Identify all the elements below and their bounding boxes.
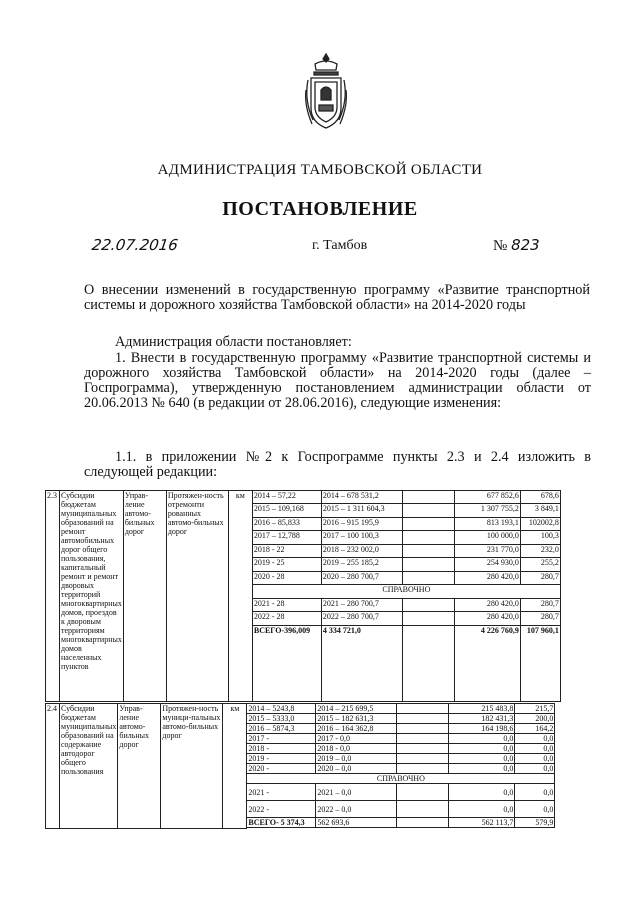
row-local: 0,0 — [515, 801, 555, 818]
row-total: 2022 – 280 700,7 — [321, 611, 402, 625]
row-target: 2016 – 85,833 — [252, 517, 321, 530]
row-target: 2014 – 57,22 — [252, 491, 321, 504]
row-target: 2022 - — [247, 801, 316, 818]
item-unit: км — [228, 491, 252, 702]
document-number-value: 823 — [511, 236, 540, 254]
document-type-title: ПОСТАНОВЛЕНИЕ — [222, 198, 418, 220]
total-target: ВСЕГО- 5 374,3 — [247, 818, 316, 828]
row-target: 2018 - 22 — [252, 544, 321, 557]
row-target: 2015 – 5333,0 — [247, 714, 316, 724]
row-local: 280,7 — [520, 598, 560, 611]
item-indicator: Протяжен-ность муници-пальных автомо-бильных дорог — [161, 704, 223, 829]
row-regional: 182 431,3 — [449, 714, 515, 724]
row-local: 3 849,1 — [520, 504, 560, 517]
row-local: 215,7 — [515, 704, 555, 714]
row-target: 2019 - — [247, 754, 316, 764]
row-target: 2014 – 5243,8 — [247, 704, 316, 714]
row-local: 102002,8 — [520, 517, 560, 530]
total-local: 579,9 — [515, 818, 555, 828]
row-local: 678,6 — [520, 491, 560, 504]
row-local: 0,0 — [515, 784, 555, 801]
row-target: 2017 - — [247, 734, 316, 744]
total-local: 107 960,1 — [520, 625, 560, 701]
item-executor: Управ-ление автомо-бильных дорог — [118, 704, 161, 829]
row-total: 2015 – 1 311 604,3 — [321, 504, 402, 517]
row-regional: 813 193,1 — [454, 517, 520, 530]
document-number — [493, 236, 540, 255]
row-total: 2022 – 0,0 — [316, 801, 397, 818]
document-subject: О внесении изменений в государственную программу «Развитие транспортной системы и дорожного хозяйства Тамбовской области» на 2014-2020 годы — [84, 282, 590, 313]
program-table-2-3 — [45, 490, 561, 702]
row-local: 100,3 — [520, 531, 560, 544]
row-target: 2017 – 12,788 — [252, 531, 321, 544]
row-target: 2022 - 28 — [252, 611, 321, 625]
row-local: 164,2 — [515, 724, 555, 734]
row-total: 2018 - 0,0 — [316, 744, 397, 754]
total-sum: 4 334 721,0 — [321, 625, 402, 701]
row-total: 2020 – 0,0 — [316, 764, 397, 774]
row-regional: 254 930,0 — [454, 558, 520, 571]
resolution-intro: Администрация области постановляет: — [115, 334, 352, 350]
row-total: 2021 – 0,0 — [316, 784, 397, 801]
row-regional: 100 000,0 — [454, 531, 520, 544]
document-city: г. Тамбов — [312, 238, 368, 253]
row-local: 0,0 — [515, 734, 555, 744]
row-regional: 0,0 — [449, 754, 515, 764]
row-local: 200,0 — [515, 714, 555, 724]
program-table-2-4 — [45, 703, 555, 829]
row-total: 2018 – 232 002,0 — [321, 544, 402, 557]
resolution-item-1-1: 1.1. в приложении №2 к Госпрограмме пункты 2.3 и 2.4 изложить в следующей редакции: — [84, 449, 591, 480]
row-target: 2018 - — [247, 744, 316, 754]
item-indicator: Протяжен-ность отремонти рованных автомо-бильных дорог — [166, 491, 228, 702]
row-total: 2015 – 182 631,3 — [316, 714, 397, 724]
row-regional: 677 852,6 — [454, 491, 520, 504]
item-name: Субсидии бюджетам муниципальных образований на ремонт автомобильных дорог общего пользования, капитальный ремонт и ремонт дворовых территорий многоквартирных домов, проездов к дворовым территориям многоквартирных домов населенных пунктов — [60, 491, 124, 702]
item-number: 2.3 — [46, 491, 60, 702]
row-target: 2020 - — [247, 764, 316, 774]
total-target: ВСЕГО-396,009 — [252, 625, 321, 701]
row-target: 2015 – 109,168 — [252, 504, 321, 517]
row-local: 232,0 — [520, 544, 560, 557]
row-target: 2020 - 28 — [252, 571, 321, 584]
row-regional: 164 198,6 — [449, 724, 515, 734]
row-regional: 280 420,0 — [454, 611, 520, 625]
resolution-item-1: 1. Внести в государственную программу «Развитие транспортной системы и дорожного хозяйства Тамбовской области» на 2014-2020 годы (далее – Госпрограмма), утвержденную постановлением администрации области от 20.06.2013 № 640 (в редакции от 28.06.2016), следующие изменения: — [84, 350, 591, 411]
row-regional: 1 307 755,2 — [454, 504, 520, 517]
row-target: 2021 - — [247, 784, 316, 801]
row-regional: 0,0 — [449, 784, 515, 801]
reference-label: СПРАВОЧНО — [252, 585, 560, 598]
row-local: 280,7 — [520, 571, 560, 584]
total-regional: 562 113,7 — [449, 818, 515, 828]
row-local: 0,0 — [515, 744, 555, 754]
row-local: 255,2 — [520, 558, 560, 571]
row-total: 2016 – 915 195,9 — [321, 517, 402, 530]
row-target: 2019 - 25 — [252, 558, 321, 571]
row-total: 2016 – 164 362,8 — [316, 724, 397, 734]
table-row — [46, 704, 555, 714]
total-regional: 4 226 760,9 — [454, 625, 520, 701]
row-target: 2021 - 28 — [252, 598, 321, 611]
reference-label: СПРАВОЧНО — [247, 774, 555, 784]
row-local: 0,0 — [515, 764, 555, 774]
item-number: 2.4 — [46, 704, 60, 829]
item-name: Субсидии бюджетам муниципальных образований на содержание автодорог общего пользования — [60, 704, 118, 829]
document-date: 22.07.2016 — [90, 236, 180, 254]
row-local: 280,7 — [520, 611, 560, 625]
row-regional: 0,0 — [449, 744, 515, 754]
row-total: 2017 - 0,0 — [316, 734, 397, 744]
item-unit: км — [223, 704, 247, 829]
coat-of-arms-emblem-icon — [301, 50, 351, 140]
table-row — [46, 491, 561, 504]
row-total: 2014 – 215 699,5 — [316, 704, 397, 714]
row-total: 2020 – 280 700,7 — [321, 571, 402, 584]
total-sum: 562 693,6 — [316, 818, 397, 828]
row-regional: 231 770,0 — [454, 544, 520, 557]
row-total: 2021 – 280 700,7 — [321, 598, 402, 611]
row-total: 2019 – 0,0 — [316, 754, 397, 764]
row-regional: 0,0 — [449, 764, 515, 774]
row-target: 2016 – 5874,3 — [247, 724, 316, 734]
row-total: 2019 – 255 185,2 — [321, 558, 402, 571]
row-regional: 0,0 — [449, 801, 515, 818]
row-regional: 215 483,8 — [449, 704, 515, 714]
row-regional: 0,0 — [449, 734, 515, 744]
document-number-prefix: № — [493, 238, 508, 254]
row-regional: 280 420,0 — [454, 571, 520, 584]
row-regional: 280 420,0 — [454, 598, 520, 611]
row-local: 0,0 — [515, 754, 555, 764]
row-total: 2014 – 678 531,2 — [321, 491, 402, 504]
row-total: 2017 – 100 100,3 — [321, 531, 402, 544]
item-executor: Управ-ление автомо-бильных дорог — [123, 491, 166, 702]
organization-name: АДМИНИСТРАЦИЯ ТАМБОВСКОЙ ОБЛАСТИ — [157, 162, 483, 178]
